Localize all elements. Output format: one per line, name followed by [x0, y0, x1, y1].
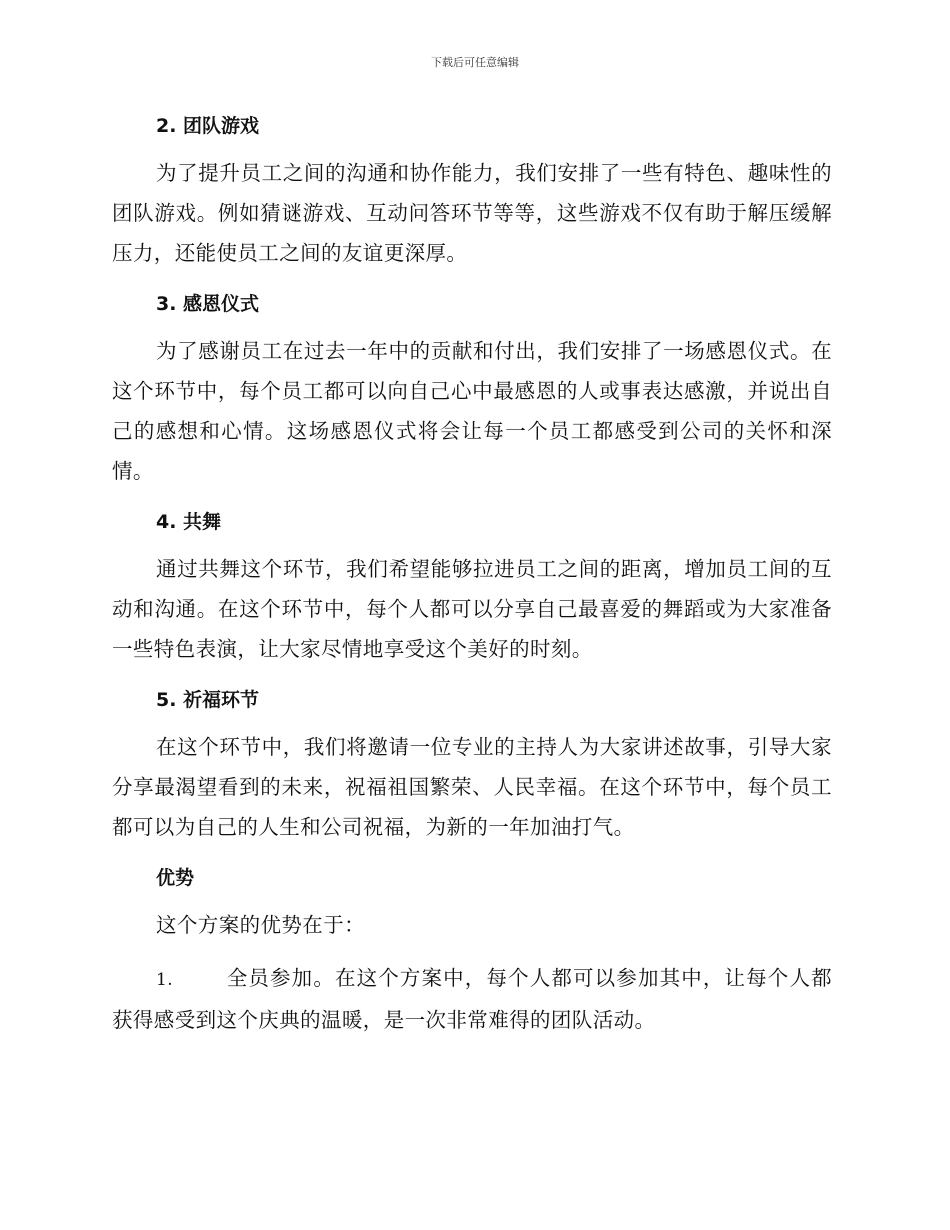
section-heading-team-games: 2. 团队游戏: [156, 115, 260, 137]
section-heading-gratitude-ceremony: 3. 感恩仪式: [156, 293, 260, 315]
section-paragraph-team-games: 为了提升员工之间的沟通和协作能力，我们安排了一些有特色、趣味性的团队游戏。例如猜谜游戏、互动问答环节等等，这些游戏不仅有助于解压缓解压力，还能使员工之间的友谊更深厚。: [112, 161, 832, 265]
document-body: [112, 108, 832, 1040]
advantage-item-text: 全员参加。在这个方案中，每个人都可以参加其中，让每个人都获得感受到这个庆典的温暖，是一次非常难得的团队活动。: [112, 966, 832, 1032]
section-heading-blessing: 5. 祈福环节: [156, 689, 260, 711]
advantage-item: [112, 958, 832, 1040]
advantages-intro: 这个方案的优势在于：: [156, 913, 365, 937]
section-paragraph-blessing: 在这个环节中，我们将邀请一位专业的主持人为大家讲述故事，引导大家分享最渴望看到的未来，祝福祖国繁荣、人民幸福。在这个环节中，每个员工都可以为自己的人生和公司祝福，为新的一年加油打气。: [112, 735, 832, 839]
section-heading-dance: 4. 共舞: [156, 511, 222, 533]
section-paragraph-dance: 通过共舞这个环节，我们希望能够拉进员工之间的距离，增加员工间的互动和沟通。在这个环节中，每个人都可以分享自己最喜爱的舞蹈或为大家准备一些特色表演，让大家尽情地享受这个美好的时刻。: [112, 557, 832, 661]
page-header: 下载后可任意编辑: [431, 56, 519, 69]
section-paragraph-gratitude-ceremony: 为了感谢员工在过去一年中的贡献和付出，我们安排了一场感恩仪式。在这个环节中，每个员工都可以向自己心中最感恩的人或事表达感激，并说出自己的感想和心情。这场感恩仪式将会让每一个员工都感受到公司的关怀和深情。: [112, 339, 832, 483]
advantages-heading: 优势: [156, 867, 195, 889]
advantage-item-number: 1.: [156, 970, 174, 990]
